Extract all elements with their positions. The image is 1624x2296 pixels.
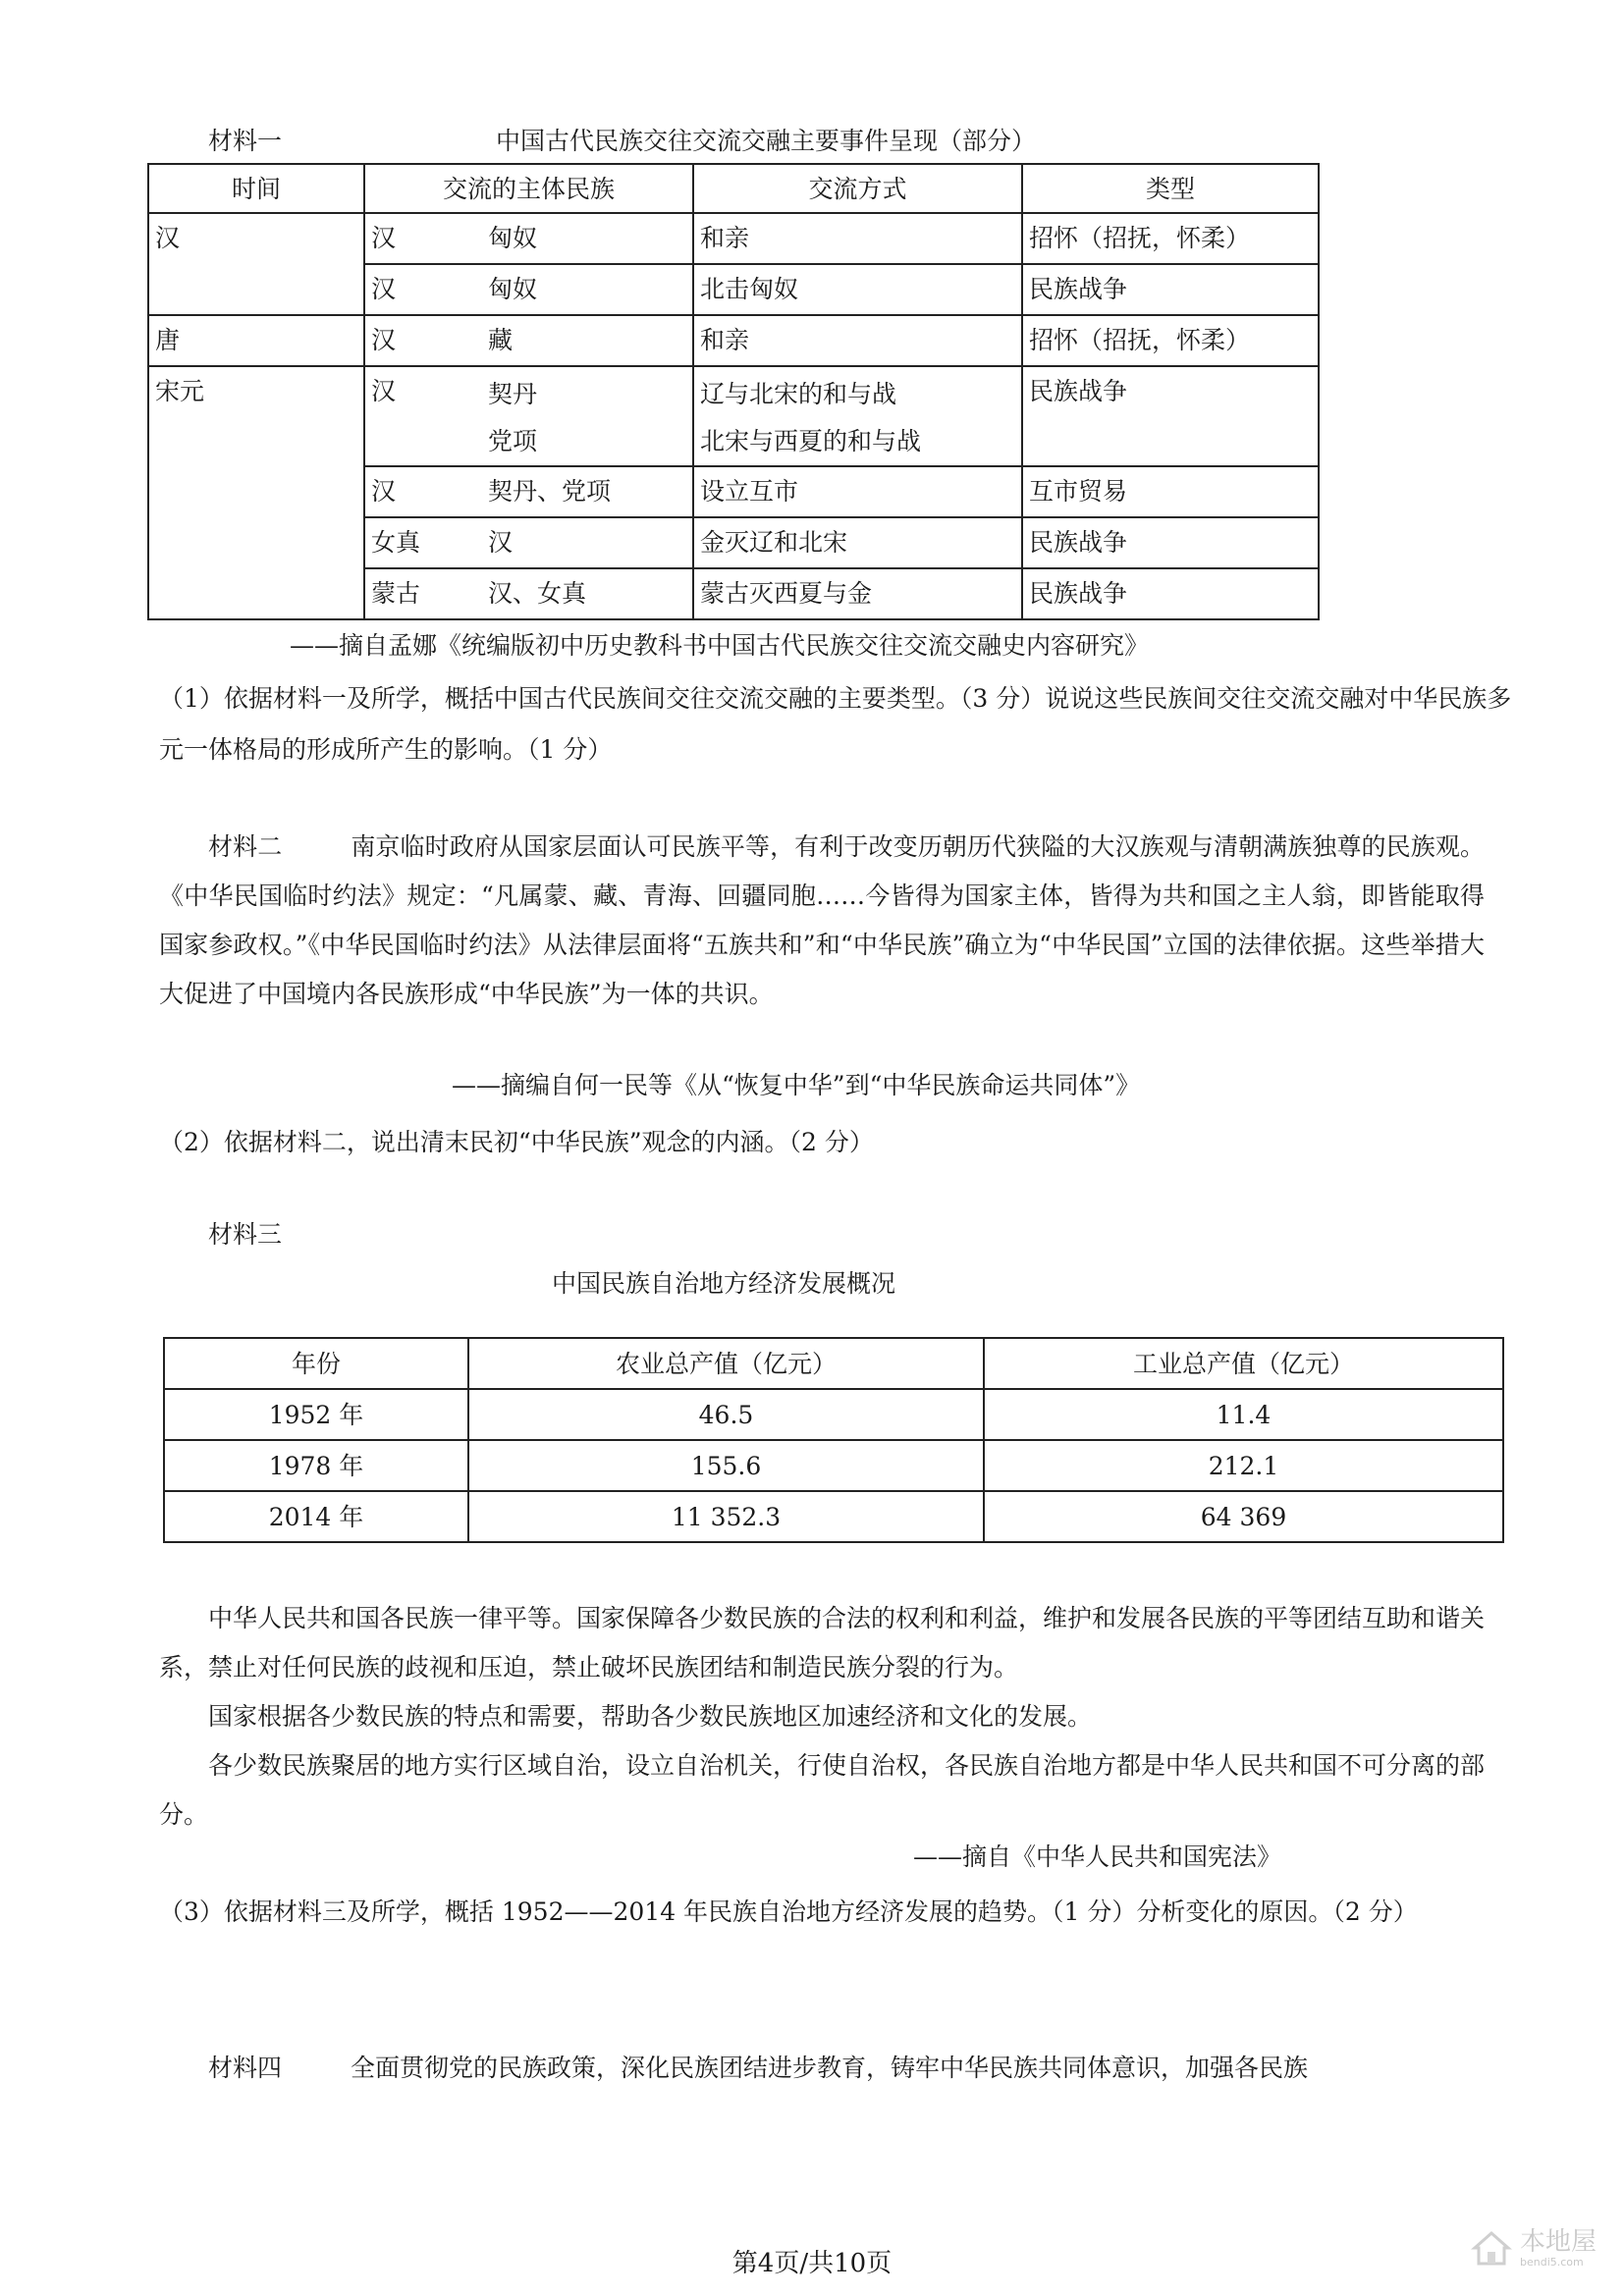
cell-subject-b [482,366,693,466]
cell-year: 1952 年 [164,1389,468,1440]
table-row [164,1440,1503,1491]
cell-year: 1978 年 [164,1440,468,1491]
header-agri: 农业总产值（亿元） [468,1338,984,1389]
material3-table-title: 中国民族自治地方经济发展概况 [552,1269,896,1298]
cell-subject-b: 契丹、党项 [482,466,693,517]
cell-type: 民族战争 [1022,366,1319,466]
cell-method [693,366,1022,466]
cell-subject-a: 汉 [364,366,482,466]
cell-time: 唐 [148,315,364,366]
cell-subject-a: 汉 [364,315,482,366]
material3-source: ——摘自《中华人民共和国宪法》 [913,1842,1282,1871]
cell-subject-b: 匈奴 [482,264,693,315]
cell-method-line2: 北宋与西夏的和与战 [700,427,922,455]
header-subjects: 交流的主体民族 [364,164,693,213]
cell-subject-b: 藏 [482,315,693,366]
table-row [164,1491,1503,1542]
cell-type: 民族战争 [1022,568,1319,619]
header-type: 类型 [1022,164,1319,213]
page-number: 第4页/共10页 [731,2249,893,2278]
table-row [148,213,1319,264]
question-2: （2）依据材料二，说出清末民初“中华民族”观念的内涵。（2 分） [159,1128,874,1156]
table-header-row [148,164,1319,213]
material4-text: 全面贯彻党的民族政策，深化民族团结进步教育，铸牢中华民族共同体意识，加强各民族 [351,2054,1309,2082]
question-1: （1）依据材料一及所学，概括中国古代民族间交往交流交融的主要类型。（3 分）说说这些民族间交往交流交融对中华民族多元一体格局的形成所产生的影响。（1 分） [159,684,1512,764]
header-ind: 工业总产值（亿元） [984,1338,1503,1389]
cell-subject-b: 匈奴 [482,213,693,264]
material3-p2: 国家根据各少数民族的特点和需要，帮助各少数民族地区加速经济和文化的发展。 [208,1702,1093,1731]
cell-subject-a: 蒙古 [364,568,482,619]
cell-method: 蒙古灭西夏与金 [693,568,1022,619]
header-method: 交流方式 [693,164,1022,213]
material3-p3: 各少数民族聚居的地方实行区域自治，设立自治机关，行使自治权，各民族自治地方都是中华人民共和国不可分离的部分。 [159,1751,1486,1829]
material2-block [159,823,1485,1019]
cell-method: 和亲 [693,315,1022,366]
cell-time: 汉 [148,213,364,315]
material4-block [159,2044,1485,2093]
material2-source: ——摘编自何一民等《从“恢复中华”到“中华民族命运共同体”》 [452,1071,1141,1099]
cell-type: 互市贸易 [1022,466,1319,517]
cell-year: 2014 年 [164,1491,468,1542]
material1-title: 中国古代民族交往交流交融主要事件呈现（部分） [496,127,1037,155]
cell-type: 民族战争 [1022,264,1319,315]
question-3: （3）依据材料三及所学，概括 1952——2014 年民族自治地方经济发展的趋势。（1 分）分析变化的原因。（2 分） [159,1897,1418,1926]
cell-agri: 155.6 [468,1440,984,1491]
cell-method: 北击匈奴 [693,264,1022,315]
header-year: 年份 [164,1338,468,1389]
cell-subject-a: 汉 [364,264,482,315]
cell-subject-b-line1: 契丹 [488,380,538,408]
house-logo-icon [1471,2228,1512,2268]
watermark-url: bendi5.com [1519,2255,1584,2269]
cell-subject-a: 汉 [364,466,482,517]
table-header-row [164,1338,1503,1389]
cell-type: 招怀（招抚，怀柔） [1022,213,1319,264]
cell-method: 和亲 [693,213,1022,264]
cell-time: 宋元 [148,366,364,619]
cell-subject-a: 汉 [364,213,482,264]
cell-subject-b: 汉 [482,517,693,568]
cell-subject-a: 女真 [364,517,482,568]
cell-subject-b: 汉、女真 [482,568,693,619]
material2-label: 材料二 [208,832,283,861]
material3-p1: 中华人民共和国各民族一律平等。国家保障各少数民族的合法的权利和利益，维护和发展各民族的平等团结互助和谐关系，禁止对任何民族的歧视和压迫，禁止破坏民族团结和制造民族分裂的行为。 [159,1604,1486,1682]
cell-subject-b-line2: 党项 [488,427,538,455]
cell-type: 民族战争 [1022,517,1319,568]
material4-label: 材料四 [208,2054,283,2082]
cell-method-line1: 辽与北宋的和与战 [700,380,897,408]
material3-label: 材料三 [208,1220,283,1249]
table-row [148,366,1319,466]
material1-source: ——摘自孟娜《统编版初中历史教科书中国古代民族交往交流交融史内容研究》 [290,631,1150,660]
cell-ind: 64 369 [984,1491,1503,1542]
cell-agri: 46.5 [468,1389,984,1440]
cell-ind: 11.4 [984,1389,1503,1440]
cell-method: 金灭辽和北宋 [693,517,1022,568]
watermark-name: 本地屋 [1519,2227,1597,2257]
table-row [148,315,1319,366]
material2-text: 南京临时政府从国家层面认可民族平等，有利于改变历朝历代狭隘的大汉族观与清朝满族独尊的民族观。《中华民国临时约法》规定：“凡属蒙、藏、青海、回疆同胞……今皆得为国家主体，皆得为共和国之主人翁，即皆能取得国家参政权。”《中华民国临时约法》从法律层面将“五族共和”和“中华民族”确立为“中华民国”立国的法律依据。这些举措大大促进了中国境内各民族形成“中华民族”为一体的共识。 [159,832,1485,1008]
header-time: 时间 [148,164,364,213]
cell-ind: 212.1 [984,1440,1503,1491]
material1-table [147,163,1320,620]
cell-type: 招怀（招抚，怀柔） [1022,315,1319,366]
cell-agri: 11 352.3 [468,1491,984,1542]
watermark [1471,2228,1597,2269]
table-row [164,1389,1503,1440]
cell-method: 设立互市 [693,466,1022,517]
material1-label: 材料一 [208,127,283,155]
material3-table [163,1337,1504,1543]
